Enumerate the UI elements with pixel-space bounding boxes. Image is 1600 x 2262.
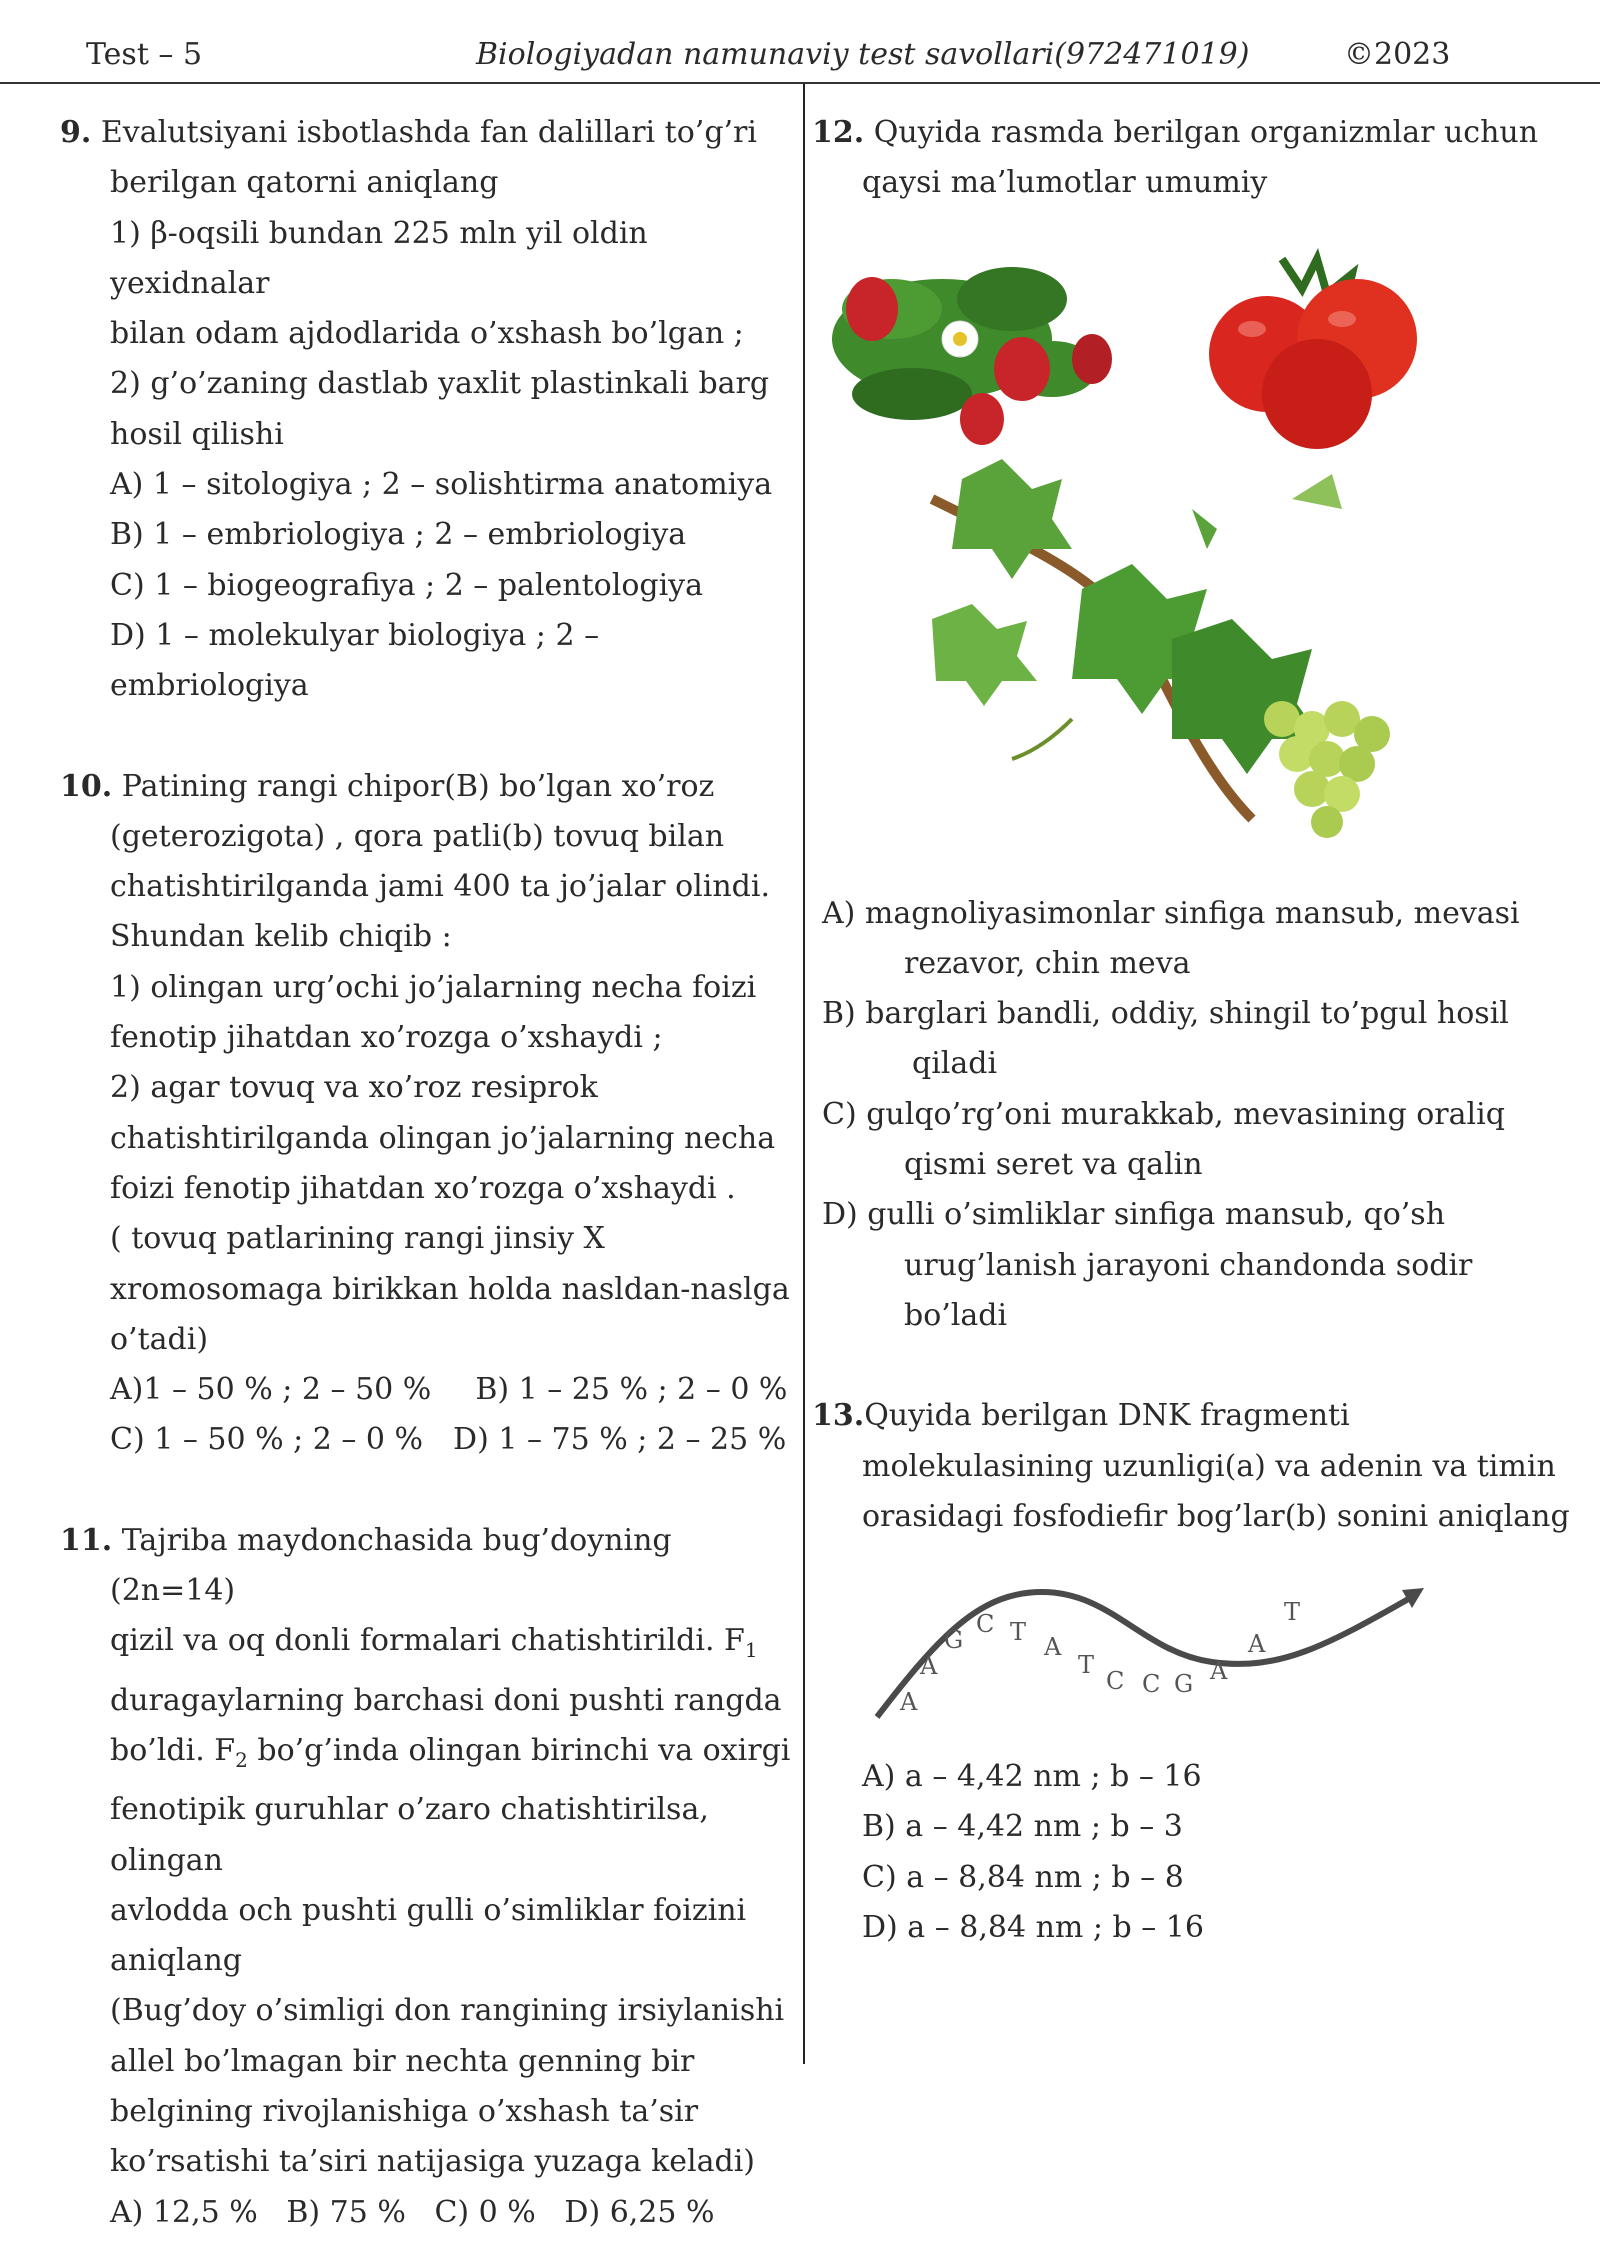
copyright: ©2023 — [1344, 37, 1451, 72]
question-text: Quyida berilgan DNK fragmenti — [864, 1398, 1350, 1434]
question-text: 1) β-oqsili bundan 225 mln yil oldin yexidnalar — [110, 215, 648, 301]
answer-option-b: B) 1 – 25 % ; 2 – 0 % — [475, 1372, 788, 1408]
answer-option-a: A) a – 4,42 nm ; b – 16 — [862, 1759, 1202, 1795]
answer-option-d: D) gulli o’simliklar sinfiga mansub, qo’sh — [822, 1197, 1446, 1233]
answer-options: A) 12,5 % B) 75 % C) 0 % D) 6,25 % — [110, 2194, 715, 2230]
tomato-icon — [1209, 259, 1417, 449]
question-text: molekulasining uzunligi(a) va adenin va timin — [862, 1448, 1556, 1484]
strawberry-plant-icon — [832, 267, 1112, 445]
question-text: bo’ldi. F — [110, 1732, 236, 1768]
answer-option-c-cont: qismi seret va qalin — [904, 1147, 1203, 1183]
dna-letter: C — [1142, 1670, 1161, 1699]
answer-option-c: C) gulqo’rg’oni murakkab, mevasining oraliq — [822, 1096, 1505, 1132]
question-text: ( tovuq patlarining rangi jinsiy X — [110, 1221, 605, 1257]
question-text: (geterozigota) , qora patli(b) tovuq bilan — [110, 818, 725, 854]
question-12 — [812, 108, 1572, 1341]
answer-option-d: D) 1 – 75 % ; 2 – 25 % — [453, 1422, 787, 1458]
question-text: avlodda och pushti gulli o’simliklar foizini — [110, 1892, 747, 1928]
question-text: berilgan qatorni aniqlang — [110, 165, 499, 201]
question-10 — [60, 762, 795, 1466]
dna-fragment-diagram — [812, 1552, 1572, 1742]
answer-option-a: A)1 – 50 % ; 2 – 50 % — [110, 1372, 432, 1408]
question-text: chatishtirilganda jami 400 ta jo’jalar olindi. — [110, 869, 770, 905]
question-text: o’tadi) — [110, 1321, 209, 1357]
question-text: Evalutsiyani isbotlashda fan dalillari to’g’ri — [100, 115, 757, 150]
dna-letter: G — [944, 1626, 964, 1655]
question-text: bilan odam ajdodlarida o’xshash bo’lgan ; — [110, 316, 744, 352]
question-text: belgining rivojlanishiga o’xshash ta’sir — [110, 2093, 699, 2129]
question-number: 10. — [60, 768, 113, 804]
question-text: qizil va oq donli formalari chatishtirildi. F — [110, 1623, 745, 1659]
question-number: 11. — [60, 1522, 113, 1558]
dna-letter: A — [1210, 1657, 1228, 1686]
question-text: Patining rangi chipor(B) bo’lgan xo’roz — [121, 768, 715, 804]
question-text: fenotip jihatdan xo’rozga o’xshaydi ; — [110, 1020, 663, 1056]
dna-svg — [812, 1552, 1572, 1742]
dna-letter: G — [1174, 1670, 1194, 1699]
dna-letter: C — [1106, 1667, 1125, 1696]
answer-option-c: C) 1 – 50 % ; 2 – 0 % — [110, 1422, 424, 1458]
right-column — [812, 108, 1572, 1953]
question-text: 2) g’o’zaning dastlab yaxlit plastinkali barg — [110, 366, 770, 402]
dna-letter: A — [920, 1652, 938, 1681]
dna-letter: T — [1284, 1598, 1301, 1627]
dna-strand — [877, 1592, 1417, 1717]
answer-option-b: B) 1 – embriologiya ; 2 – embriologiya — [110, 517, 687, 553]
question-number: 12. — [812, 115, 865, 150]
question-text: allel bo’lmagan bir nechta genning bir — [110, 2043, 695, 2079]
dna-letter: A — [1044, 1633, 1062, 1662]
header-title: Biologiyadan namunaviy test savollari(972471019) — [476, 37, 1250, 72]
question-text: duragaylarning barchasi doni pushti rangda — [110, 1682, 782, 1718]
answer-option-c: C) a – 8,84 nm ; b – 8 — [862, 1859, 1184, 1895]
dna-letter: A — [1248, 1630, 1266, 1659]
answer-option-d: D) a – 8,84 nm ; b – 16 — [862, 1910, 1204, 1946]
dna-letter: C — [976, 1610, 995, 1639]
question-number: 9. — [60, 115, 92, 150]
dna-letter: T — [1010, 1618, 1027, 1647]
subscript: 2 — [235, 1747, 248, 1772]
question-text: ko’rsatishi ta’siri natijasiga yuzaga keladi) — [110, 2144, 755, 2180]
answer-option-b: B) barglari bandli, oddiy, shingil to’pgul hosil — [822, 996, 1509, 1032]
answer-option-b-cont: qiladi — [912, 1046, 998, 1082]
grape-vine-icon — [932, 459, 1390, 838]
question-text: bo’g’inda olingan birinchi va oxirgi — [247, 1732, 791, 1768]
page-header — [0, 0, 1600, 84]
answer-option-b: B) a – 4,42 nm ; b – 3 — [862, 1809, 1183, 1845]
question-text: 2) agar tovuq va xo’roz resiprok — [110, 1070, 598, 1106]
subscript: 1 — [744, 1638, 758, 1663]
answer-option-d-cont: urug’lanish jarayoni chandonda sodir — [904, 1247, 1473, 1283]
question-number: 13. — [812, 1398, 865, 1434]
left-column — [60, 108, 795, 2238]
answer-option-d: D) 1 – molekulyar biologiya ; 2 – embriologiya — [110, 617, 600, 704]
column-divider — [803, 84, 805, 2064]
question-text: Shundan kelib chiqib : — [110, 919, 452, 955]
answer-option-a-cont: rezavor, chin meva — [904, 945, 1191, 981]
question-text: xromosomaga birikkan holda nasldan-naslga — [110, 1271, 790, 1307]
answer-option-d-cont: bo’ladi — [904, 1297, 1008, 1333]
question-text: Tajriba maydonchasida bug’doyning (2n=14) — [110, 1522, 672, 1609]
question-13 — [812, 1391, 1572, 1953]
question-text: Quyida rasmda berilgan organizmlar uchun — [873, 115, 1539, 150]
test-number: Test – 5 — [86, 37, 203, 72]
question-text: foizi fenotip jihatdan xo’rozga o’xshaydi . — [110, 1170, 736, 1206]
dna-letter: T — [1078, 1651, 1095, 1680]
dna-letter: A — [900, 1688, 918, 1717]
question-9 — [60, 108, 795, 712]
question-text: hosil qilishi — [110, 416, 284, 452]
question-text: fenotipik guruhlar o’zaro chatishtirilsa, olingan — [110, 1792, 709, 1878]
question-text: 1) olingan urg’ochi jo’jalarning necha foizi — [110, 969, 757, 1005]
plants-illustration — [812, 219, 1572, 859]
answer-option-c: C) 1 – biogeografiya ; 2 – palentologiya — [110, 567, 704, 603]
question-text: orasidagi fosfodiefir bog’lar(b) sonini aniqlang — [862, 1498, 1570, 1534]
question-11 — [60, 1516, 795, 2238]
answer-option-a: A) magnoliyasimonlar sinfiga mansub, mevasi — [822, 895, 1520, 931]
question-text: aniqlang — [110, 1943, 243, 1979]
question-text: chatishtirilganda olingan jo’jalarning necha — [110, 1120, 776, 1156]
question-text: qaysi ma’lumotlar umumiy — [862, 165, 1268, 201]
plants-svg — [812, 219, 1572, 859]
question-text: (Bug’doy o’simligi don rangining irsiylanishi — [110, 1993, 785, 2029]
answer-option-a: A) 1 – sitologiya ; 2 – solishtirma anatomiya — [110, 467, 773, 503]
